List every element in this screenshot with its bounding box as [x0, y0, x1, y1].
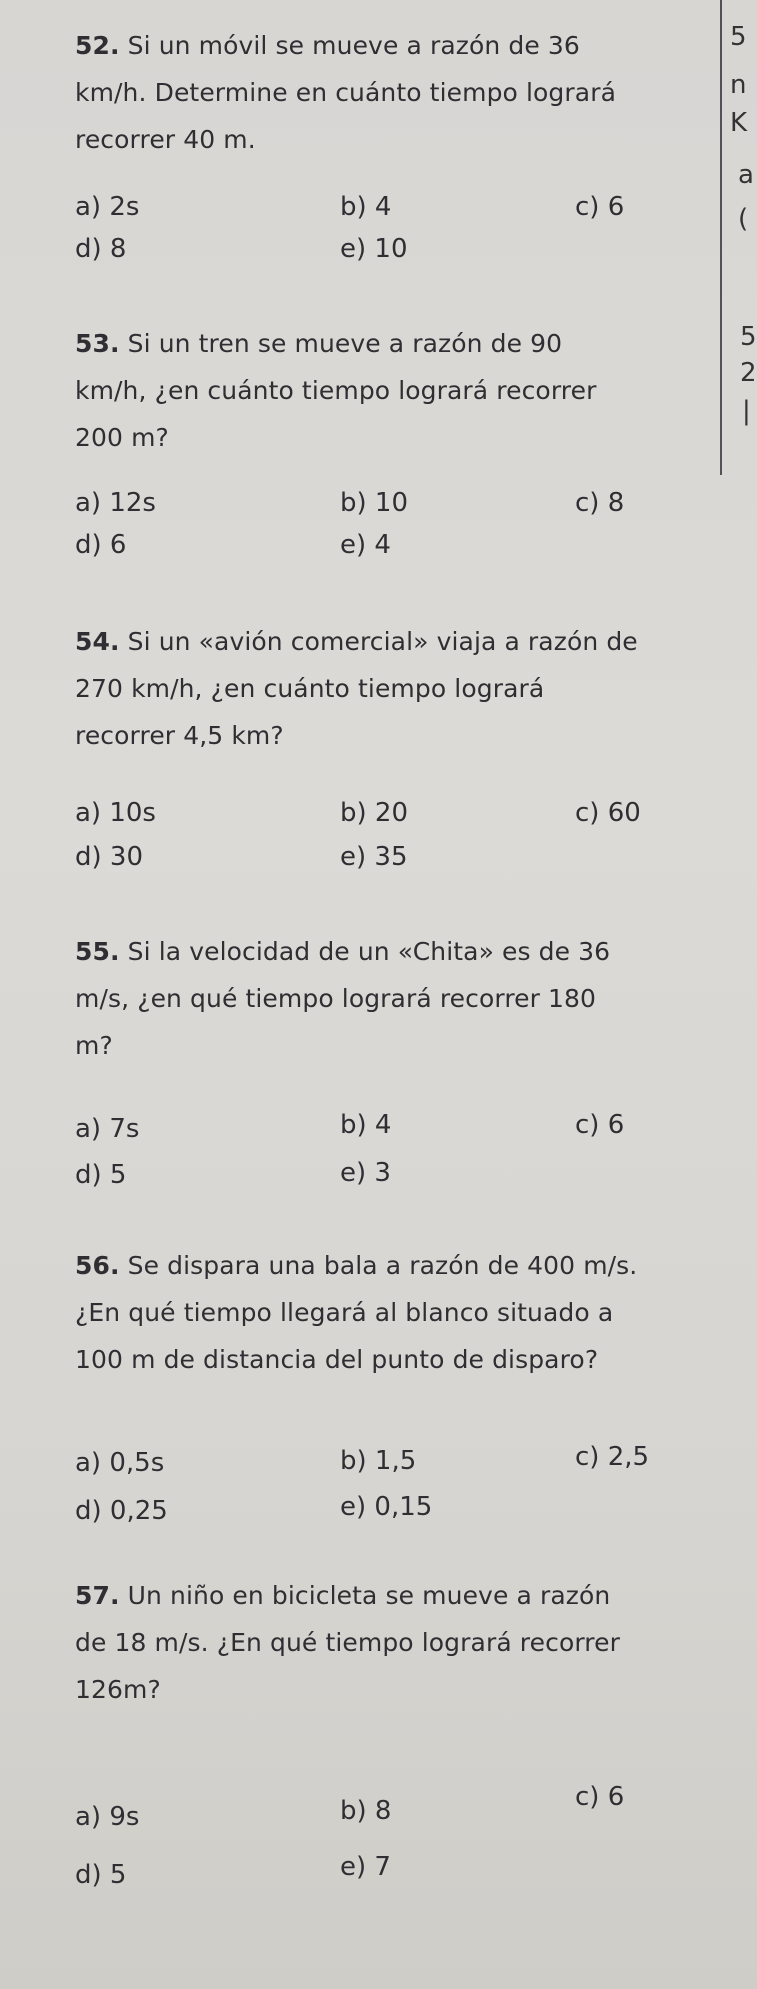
option-e: e) 4: [340, 530, 391, 560]
option-b: b) 8: [340, 1796, 392, 1826]
edge-fragment: 2: [740, 358, 757, 388]
question-line: km/h, ¿en cuánto tiempo logrará recorrer: [75, 376, 597, 405]
question-line: ¿En qué tiempo llegará al blanco situado a: [75, 1298, 614, 1327]
option-b: b) 4: [340, 1110, 392, 1140]
question-line: Si un móvil se mueve a razón de 36: [127, 31, 580, 60]
option-c: c) 2,5: [575, 1442, 650, 1472]
option-a: a) 0,5s: [75, 1448, 165, 1478]
option-e: e) 10: [340, 234, 408, 264]
option-a: a) 9s: [75, 1802, 140, 1832]
problem-53: [75, 320, 725, 560]
option-c: c) 8: [575, 488, 625, 518]
question-number: 52.: [75, 31, 120, 60]
edge-fragment: a: [738, 160, 754, 190]
edge-fragment: 5: [730, 22, 747, 52]
option-d: d) 0,25: [75, 1496, 168, 1526]
option-e: e) 7: [340, 1852, 391, 1882]
edge-fragment: 5: [740, 322, 757, 352]
question-line: 200 m?: [75, 423, 169, 452]
question-line: Se dispara una bala a razón de 400 m/s.: [127, 1251, 638, 1280]
option-e: e) 0,15: [340, 1492, 433, 1522]
option-d: d) 5: [75, 1860, 127, 1890]
option-a: a) 12s: [75, 488, 156, 518]
question-line: de 18 m/s. ¿En qué tiempo logrará recorrer: [75, 1628, 620, 1657]
question-line: Si un «avión comercial» viaja a razón de: [127, 627, 638, 656]
option-e: e) 35: [340, 842, 408, 872]
option-c: c) 6: [575, 1110, 625, 1140]
question-line: 100 m de distancia del punto de disparo?: [75, 1345, 599, 1374]
question-number: 53.: [75, 329, 120, 358]
question-line: m?: [75, 1031, 113, 1060]
question-line: Si la velocidad de un «Chita» es de 36: [127, 937, 611, 966]
question-line: recorrer 40 m.: [75, 125, 256, 154]
option-b: b) 10: [340, 488, 408, 518]
question-line: recorrer 4,5 km?: [75, 721, 284, 750]
option-d: d) 6: [75, 530, 127, 560]
question-line: m/s, ¿en qué tiempo logrará recorrer 180: [75, 984, 597, 1013]
option-a: a) 2s: [75, 192, 140, 222]
option-c: c) 6: [575, 192, 625, 222]
option-a: a) 7s: [75, 1114, 140, 1144]
option-c: c) 6: [575, 1782, 625, 1812]
question-number: 54.: [75, 627, 120, 656]
question-line: 126m?: [75, 1675, 161, 1704]
problem-55: [75, 928, 725, 1190]
problem-57: [75, 1572, 725, 1890]
problem-52: [75, 22, 725, 264]
question-text: [75, 1572, 725, 1713]
option-b: b) 20: [340, 798, 408, 828]
option-d: d) 30: [75, 842, 143, 872]
question-number: 57.: [75, 1581, 120, 1610]
option-d: d) 8: [75, 234, 127, 264]
question-line: 270 km/h, ¿en cuánto tiempo logrará: [75, 674, 545, 703]
edge-fragment: |: [742, 396, 751, 426]
question-text: [75, 22, 725, 163]
edge-fragment: n: [730, 70, 747, 100]
option-b: b) 1,5: [340, 1446, 417, 1476]
problem-54: [75, 618, 725, 872]
edge-fragment: K: [730, 108, 748, 138]
question-text: [75, 320, 725, 461]
question-text: [75, 1242, 725, 1383]
edge-fragment: (: [738, 204, 749, 234]
question-line: Si un tren se mueve a razón de 90: [127, 329, 563, 358]
question-line: km/h. Determine en cuánto tiempo logrará: [75, 78, 616, 107]
question-number: 56.: [75, 1251, 120, 1280]
question-text: [75, 928, 725, 1069]
problem-56: [75, 1242, 725, 1526]
option-c: c) 60: [575, 798, 641, 828]
question-line: Un niño en bicicleta se mueve a razón: [127, 1581, 611, 1610]
option-b: b) 4: [340, 192, 392, 222]
option-a: a) 10s: [75, 798, 156, 828]
option-e: e) 3: [340, 1158, 391, 1188]
question-text: [75, 618, 725, 759]
option-d: d) 5: [75, 1160, 127, 1190]
question-number: 55.: [75, 937, 120, 966]
